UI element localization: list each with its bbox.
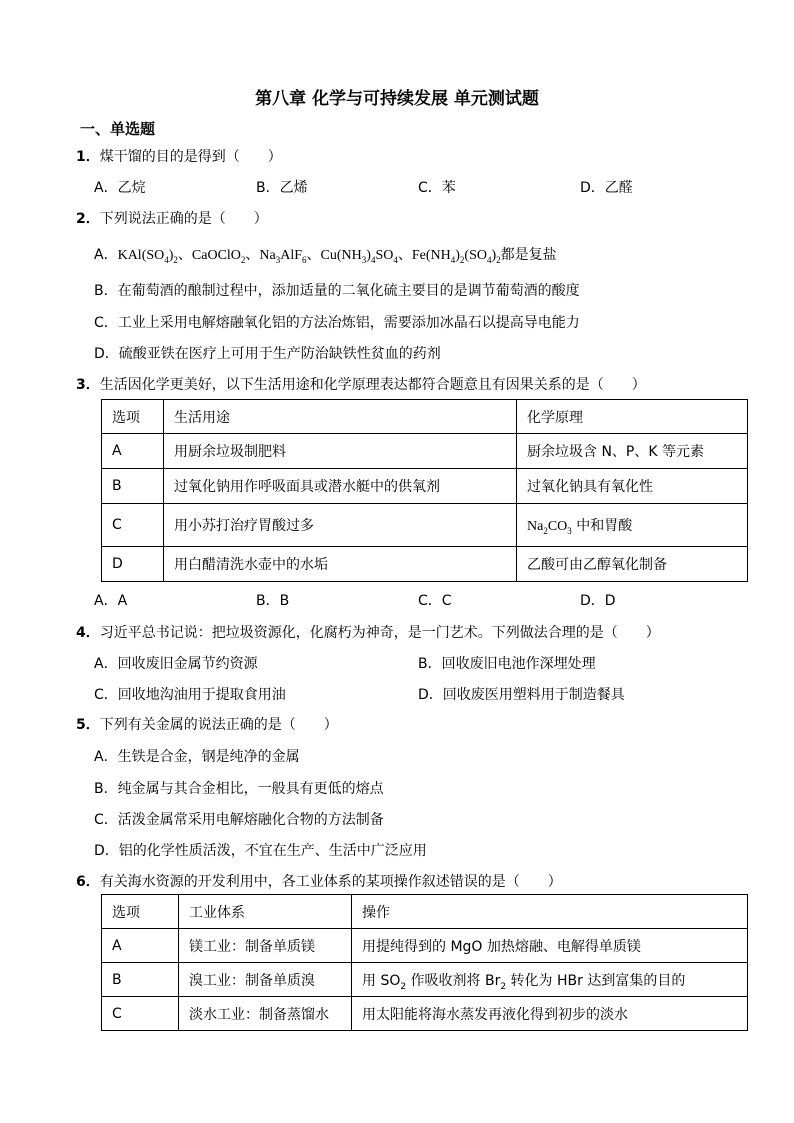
- question-stem: 下列说法正确的是（ ）: [99, 211, 268, 227]
- table-cell: A: [102, 434, 164, 469]
- table-cell: A: [102, 929, 179, 963]
- question-2: [76, 208, 268, 228]
- option-a: A．$KAl(SO_4)_2$、CaOClO$_2$、$Na_3AlF_6$、$Cu(NH_3)_4SO_4$、$Fe(NH_4)_2(SO_4)_2$都是复盐: [94, 247, 557, 265]
- question-4: [76, 622, 660, 642]
- option-a: A．乙烷: [94, 180, 146, 196]
- option-b: B．回收废旧电池作深埋处理: [418, 656, 596, 672]
- option-a: A．A: [94, 593, 128, 609]
- question-5: [76, 714, 338, 734]
- option-d: D．回收废医用塑料用于制造餐具: [418, 687, 625, 703]
- table-header-row: [102, 895, 748, 929]
- option-d: D．硫酸亚铁在医疗上可用于生产防治缺铁性贫血的药剂: [94, 346, 441, 362]
- table-cell: 镁工业：制备单质镁: [179, 929, 352, 963]
- page-title: 第八章 化学与可持续发展 单元测试题: [255, 89, 539, 109]
- question-stem: 下列有关金属的说法正确的是（ ）: [99, 717, 338, 733]
- section-heading: 一、单选题: [80, 120, 156, 138]
- table-row: [102, 547, 748, 582]
- option-d: D．D: [580, 593, 616, 609]
- table-header: 操作: [352, 895, 748, 929]
- question-3: [76, 374, 646, 394]
- formula: $Fe(NH_4)_2(SO_4)_2$: [411, 248, 501, 265]
- option-a: A．回收废旧金属节约资源: [94, 656, 258, 672]
- table-cell: 用厨余垃圾制肥料: [164, 434, 517, 469]
- question-number: 4．: [76, 625, 100, 641]
- table-header: 选项: [102, 895, 179, 929]
- option-a: A．生铁是合金，钢是纯净的金属: [94, 749, 300, 765]
- question-number: 6．: [76, 874, 100, 890]
- question-number: 5．: [76, 717, 100, 733]
- option-b: B．在葡萄酒的酿制过程中，添加适量的二氧化硫主要目的是调节葡萄酒的酸度: [94, 283, 580, 299]
- table-cell: 乙酸可由乙醇氧化制备: [517, 547, 748, 582]
- table-cell: 过氧化钠用作呼吸面具或潜水艇中的供氧剂: [164, 469, 517, 504]
- table-header: 生活用途: [164, 400, 517, 434]
- table-cell: 厨余垃圾含 N、P、K 等元素: [517, 434, 748, 469]
- option-d: D．乙醛: [580, 180, 633, 196]
- table-cell: B: [102, 963, 179, 997]
- option-b: B．B: [256, 593, 290, 609]
- table-row: [102, 963, 748, 997]
- question-1: [76, 146, 282, 166]
- option-d: D．铝的化学性质活泼，不宜在生产、生活中广泛应用: [94, 843, 427, 859]
- formula: $Cu(NH_3)_4SO_4$: [320, 248, 398, 265]
- table-row: [102, 929, 748, 963]
- table-row: [102, 469, 748, 504]
- option-c: C．工业上采用电解熔融氧化铝的方法冶炼铝，需要添加冰晶石以提高导电能力: [94, 315, 580, 331]
- option-c: C．活泼金属常采用电解熔融化合物的方法制备: [94, 812, 384, 828]
- table-row: [102, 997, 748, 1031]
- table-cell: B: [102, 469, 164, 504]
- formula: $Na_3AlF_6$: [259, 248, 307, 265]
- question-stem: 煤干馏的目的是得到（ ）: [99, 149, 282, 165]
- question-stem: 习近平总书记说：把垃圾资源化，化腐朽为神奇，是一门艺术。下列做法合理的是（ ）: [99, 625, 660, 641]
- answer-table: [101, 399, 748, 582]
- table-cell: D: [102, 547, 164, 582]
- table-cell: 用太阳能将海水蒸发再液化得到初步的淡水: [352, 997, 748, 1031]
- table-row: [102, 434, 748, 469]
- question-6: [76, 871, 562, 891]
- question-stem: 有关海水资源的开发利用中，各工业体系的某项操作叙述错误的是（ ）: [99, 874, 562, 890]
- table-cell: 淡水工业：制备蒸馏水: [179, 997, 352, 1031]
- table-row: [102, 504, 748, 547]
- answer-table: [101, 894, 748, 1031]
- option-c: C．C: [418, 593, 452, 609]
- table-cell: 用白醋清洗水壶中的水垢: [164, 547, 517, 582]
- option-b: B．乙烯: [256, 180, 308, 196]
- question-number: 1．: [76, 149, 100, 165]
- table-header: 选项: [102, 400, 164, 434]
- formula: $KAl(SO_4)_2$: [117, 248, 178, 265]
- table-header-row: [102, 400, 748, 434]
- question-number: 3．: [76, 377, 100, 393]
- question-stem: 生活因化学更美好，以下生活用途和化学原理表达都符合题意且有因果关系的是（ ）: [99, 377, 646, 393]
- question-number: 2．: [76, 211, 100, 227]
- option-label: A．: [94, 247, 118, 263]
- table-cell: 用提纯得到的 MgO 加热熔融、电解得单质镁: [352, 929, 748, 963]
- table-cell: 过氧化钠具有氧化性: [517, 469, 748, 504]
- option-c: C．回收地沟油用于提取食用油: [94, 687, 286, 703]
- table-cell: 用 $SO_2$ 作吸收剂将 $Br_2$ 转化为 HBr 达到富集的目的: [352, 963, 748, 997]
- table-header: 化学原理: [517, 400, 748, 434]
- table-cell: 用小苏打治疗胃酸过多: [164, 504, 517, 547]
- table-cell: C: [102, 504, 164, 547]
- formula: CaOClO$_2$: [191, 248, 246, 265]
- option-b: B．纯金属与其合金相比，一般具有更低的熔点: [94, 781, 384, 797]
- table-header: 工业体系: [179, 895, 352, 929]
- option-c: C．苯: [418, 180, 456, 196]
- table-cell: $Na_2CO_3$ 中和胃酸: [517, 504, 748, 547]
- table-cell: 溴工业：制备单质溴: [179, 963, 352, 997]
- table-cell: C: [102, 997, 179, 1031]
